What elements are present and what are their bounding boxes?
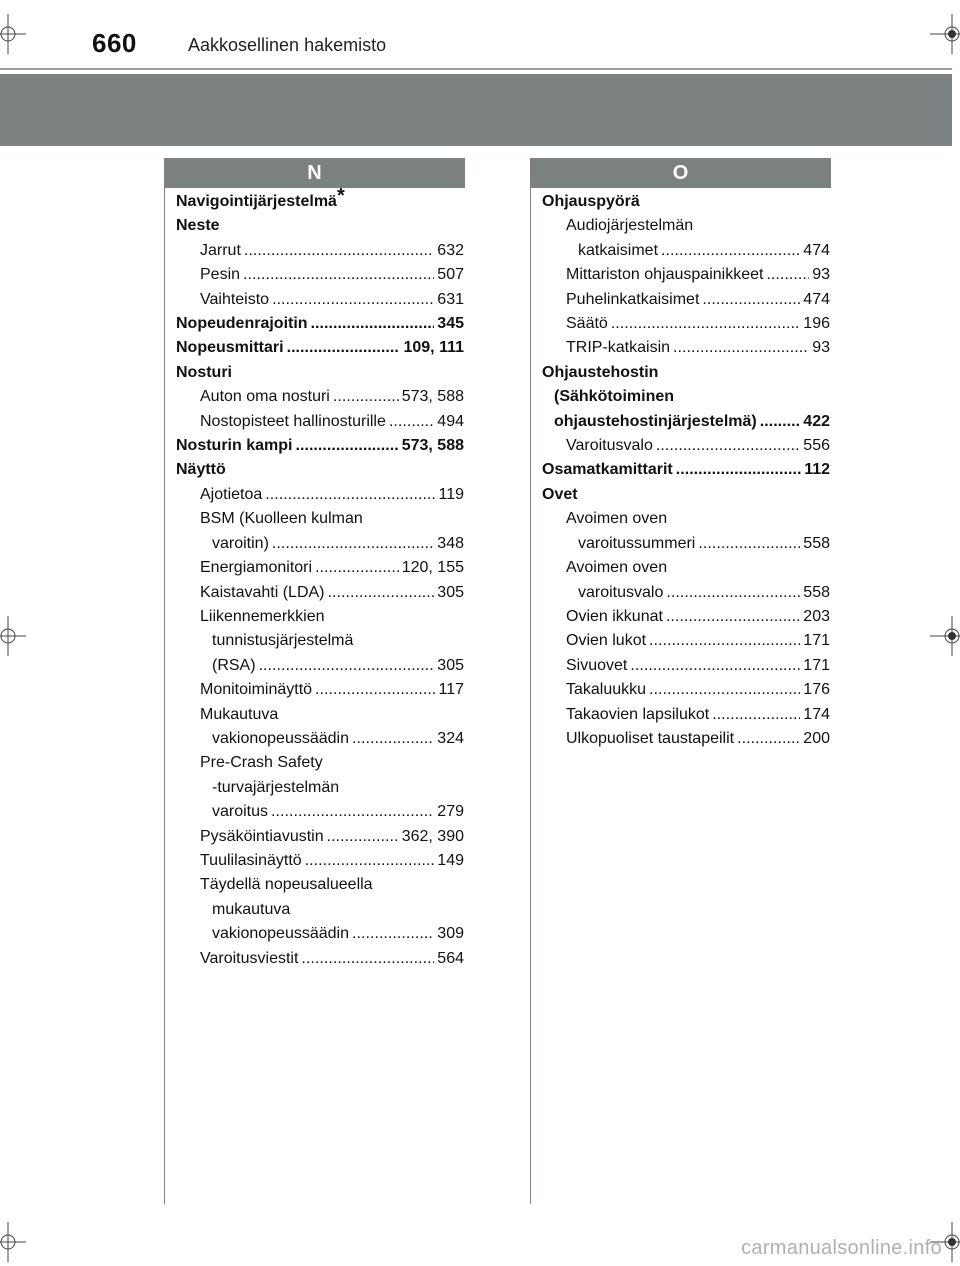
index-heading: Ohjauspyörä xyxy=(542,193,640,210)
index-entry: Varoitusviestit . . . 564 xyxy=(176,947,464,971)
page-number: 660 xyxy=(92,28,137,58)
index-entry: Pesin . . . 507 xyxy=(176,263,464,287)
index-subheading: tunnistusjärjestelmä xyxy=(212,632,354,650)
index-subheading: Täydellä nopeusalueella xyxy=(200,876,373,894)
index-subheading: -turvajärjestelmän xyxy=(212,778,340,796)
index-heading: Neste xyxy=(176,217,220,235)
index-entry: Ajotietoa . . . 119 xyxy=(176,483,464,507)
letter-header-o: O xyxy=(530,158,831,188)
index-entry: Ovien lukot . . . 171 xyxy=(542,629,830,653)
header-rule xyxy=(0,68,952,70)
index-entry: Ulkopuoliset taustapeilit . . . 200 xyxy=(542,727,830,751)
footnote-mark: * xyxy=(336,184,345,207)
index-entry: Nostopisteet hallinosturille . . . 494 xyxy=(176,410,464,434)
column-rule-right xyxy=(530,188,531,1204)
index-entry: Ovien ikkunat . . . 203 xyxy=(542,605,830,629)
index-entry: (RSA) . . . 305 xyxy=(176,654,464,678)
index-column-n xyxy=(176,184,464,971)
registration-mark-icon xyxy=(0,1222,26,1262)
registration-mark-icon xyxy=(930,14,960,54)
index-subheading: Avoimen oven xyxy=(566,510,668,528)
index-subheading: mukautuva xyxy=(212,900,291,918)
index-entry: vakionopeussäädin . . . 324 xyxy=(176,727,464,751)
registration-mark-icon xyxy=(0,14,26,54)
index-heading: Ovet xyxy=(542,485,578,503)
index-entry: Auton oma nosturi . . . 573, 588 xyxy=(176,385,464,409)
index-entry: Kaistavahti (LDA) . . . 305 xyxy=(176,581,464,605)
index-heading: Nosturi xyxy=(176,363,232,381)
index-entry: Puhelinkatkaisimet . . . 474 xyxy=(542,288,830,312)
index-entry: ohjaustehostinjärjestelmä) . . . 422 xyxy=(542,410,830,434)
index-subheading: Avoimen oven xyxy=(566,559,668,577)
index-subheading: Pre-Crash Safety xyxy=(200,754,323,772)
index-entry: varoitus . . . 279 xyxy=(176,800,464,824)
index-entry: TRIP-katkaisin . . . 93 xyxy=(542,336,830,360)
index-entry: Säätö . . . 196 xyxy=(542,312,830,336)
index-heading: Navigointijärjestelmä* xyxy=(176,184,345,210)
index-entry: vakionopeussäädin . . . 309 xyxy=(176,922,464,946)
registration-mark-icon xyxy=(930,616,960,656)
registration-mark-icon xyxy=(0,616,26,656)
index-entry: katkaisimet . . . 474 xyxy=(542,239,830,263)
index-entry: Jarrut . . . 632 xyxy=(176,239,464,263)
index-subheading: BSM (Kuolleen kulman xyxy=(200,510,363,528)
index-subheading: (Sähkötoiminen xyxy=(554,388,675,406)
index-entry: Takaluukku . . . 176 xyxy=(542,678,830,702)
index-subheading: Liikennemerkkien xyxy=(200,607,325,625)
index-entry: Mittariston ohjauspainikkeet . . . 93 xyxy=(542,263,830,287)
index-entry: Varoitusvalo . . . 556 xyxy=(542,434,830,458)
column-rule-left xyxy=(164,188,165,1204)
index-column-o xyxy=(542,190,830,751)
index-entry: Nosturin kampi . . . 573, 588 xyxy=(176,434,464,458)
index-heading: Näyttö xyxy=(176,461,226,479)
index-entry: varoitin) . . . 348 xyxy=(176,532,464,556)
index-entry: Nopeudenrajoitin . . . 345 xyxy=(176,312,464,336)
index-subheading: Audiojärjestelmän xyxy=(566,217,694,235)
index-entry: Pysäköintiavustin . . . 362, 390 xyxy=(176,825,464,849)
index-entry: Sivuovet . . . 171 xyxy=(542,654,830,678)
index-entry: Osamatkamittarit . . . 112 xyxy=(542,458,830,482)
index-entry: Energiamonitori . . . 120, 155 xyxy=(176,556,464,580)
index-subheading: Mukautuva xyxy=(200,705,279,723)
index-entry: Monitoiminäyttö . . . 117 xyxy=(176,678,464,702)
index-entry: Tuulilasinäyttö . . . 149 xyxy=(176,849,464,873)
letter-header-n: N xyxy=(164,158,465,188)
index-entry: Takaovien lapsilukot . . . 174 xyxy=(542,703,830,727)
index-heading: Ohjaustehostin xyxy=(542,363,659,381)
index-entry: Vaihteisto . . . 631 xyxy=(176,288,464,312)
watermark-text: carmanualsonline.info xyxy=(741,1237,942,1259)
index-entry: varoitusvalo . . . 558 xyxy=(542,581,830,605)
section-title: Aakkosellinen hakemisto xyxy=(188,35,387,55)
header-band xyxy=(0,74,952,146)
index-entry: varoitussummeri . . . 558 xyxy=(542,532,830,556)
index-entry: Nopeusmittari . . . 109, 111 xyxy=(176,336,464,360)
